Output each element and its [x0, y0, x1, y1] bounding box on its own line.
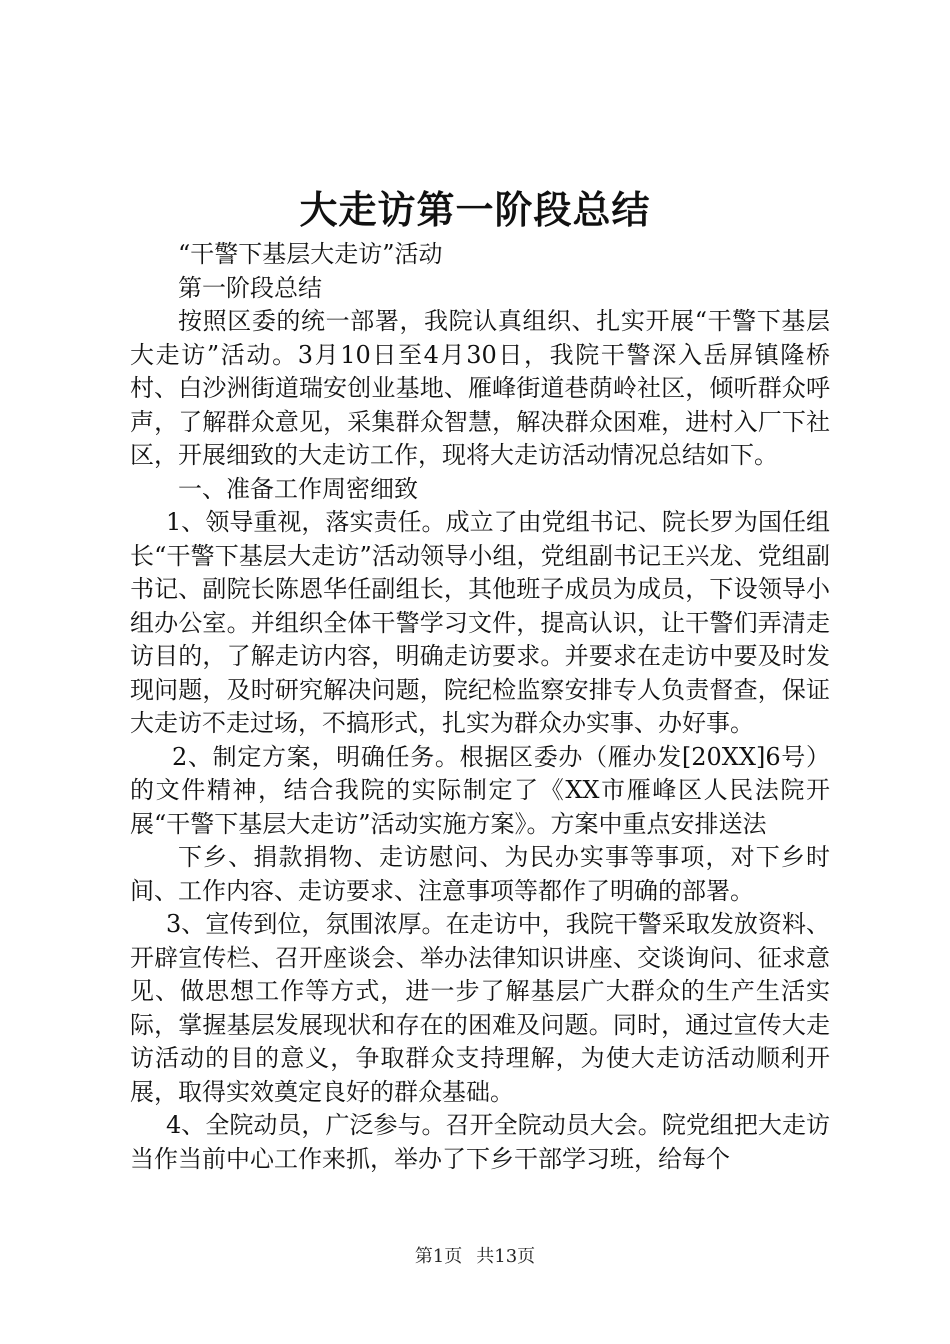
- subtitle-line-1: “干警下基层大走访”活动: [178, 240, 443, 268]
- paragraph-item-1: 1、领导重视，落实责任。成立了由党组书记、院长罗为国任组长“干警下基层大走访”活动领导小组，党组副书记王兴龙、党组副书记、副院长陈恩华任副组长，其他班子成员为成员，下设领导小组办公室。并组织全体干警学习文件，提高认识，让干警们弄清走访目的，了解走访内容，明确走访要求。并要求在走访中要及时发现问题，及时研究解决问题，院纪检监察安排专人负责督查，保证大走访不走过场，不搞形式，扎实为群众办实事、办好事。: [130, 508, 830, 737]
- paragraph-item-4: 4、全院动员，广泛参与。召开全院动员大会。院党组把大走访当作当前中心工作来抓，举办了下乡干部学习班，给每个: [130, 1111, 830, 1173]
- subtitle-line-2: 第一阶段总结: [178, 273, 322, 302]
- intro-paragraph: 按照区委的统一部署，我院认真组织、扎实开展“干警下基层大走访”活动。3月10日至4月30日，我院干警深入岳屏镇隆桥村、白沙洲街道瑞安创业基地、雁峰街道巷荫岭社区，倾听群众呼声，了解群众意见，采集群众智慧，解决群众困难，进村入厂下社区，开展细致的大走访工作，现将大走访活动情况总结如下。: [130, 307, 830, 469]
- section-heading-1: 一、准备工作周密细致: [178, 474, 418, 503]
- page-total: 共13页: [476, 1246, 536, 1267]
- page-number: 第1页: [414, 1246, 463, 1267]
- document-body: [130, 238, 830, 1176]
- paragraph-item-3: 3、宣传到位，氛围浓厚。在走访中，我院干警采取发放资料、开辟宣传栏、召开座谈会、举办法律知识讲座、交谈询问、征求意见、做思想工作等方式，进一步了解基层广大群众的生产生活实际，掌握基层发展现状和存在的困难及问题。同时，通过宣传大走访活动的目的意义，争取群众支持理解，为使大走访活动顺利开展，取得实效奠定良好的群众基础。: [130, 910, 830, 1106]
- paragraph-item-2: 2、制定方案，明确任务。根据区委办（雁办发[20XX]6号）的文件精神，结合我院的实际制定了《XX市雁峰区人民法院开展“干警下基层大走访”活动实施方案》。方案中重点安排送法: [130, 742, 830, 838]
- page-footer: [0, 1245, 950, 1269]
- paragraph-item-2-continued: 下乡、捐款捐物、走访慰问、为民办实事等事项，对下乡时间、工作内容、走访要求、注意事项等都作了明确的部署。: [130, 843, 830, 905]
- page-title: 大走访第一阶段总结: [299, 187, 651, 232]
